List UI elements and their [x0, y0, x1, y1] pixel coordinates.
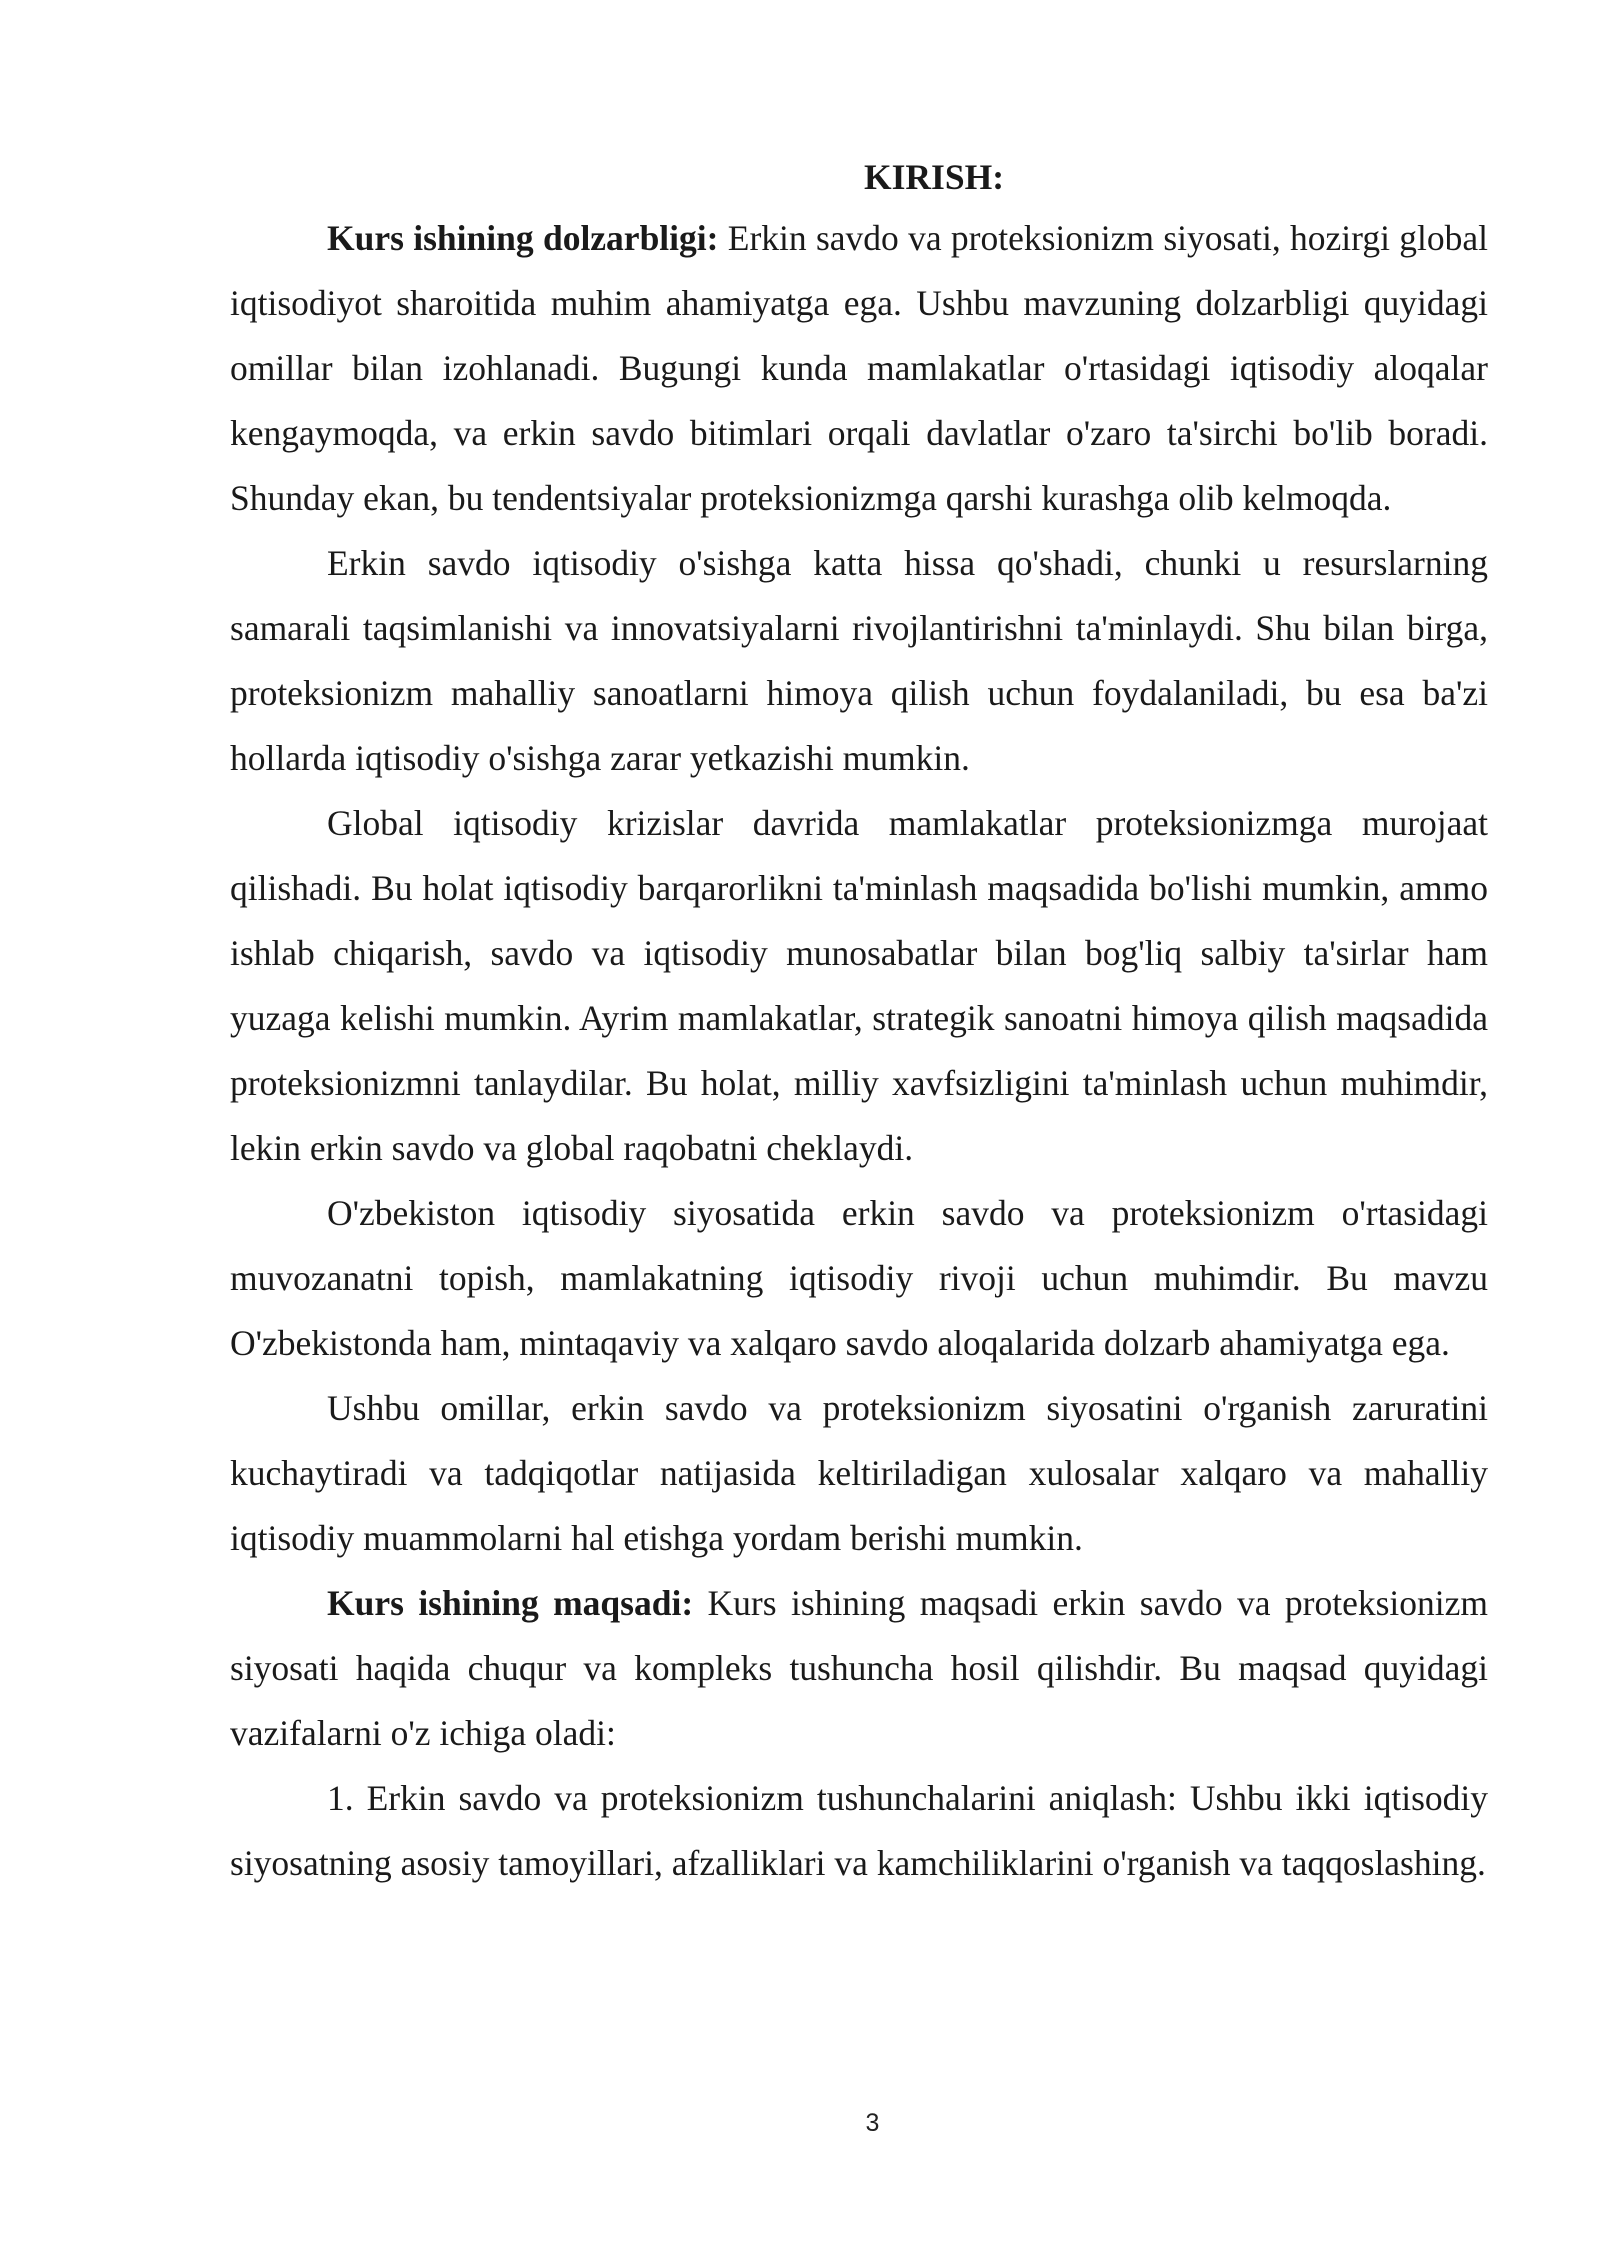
page-number: 3 [865, 2109, 880, 2137]
paragraph-text-free-trade: Erkin savdo iqtisodiy o'sishga katta hissa qo'shadi, chunki u resurslarning samarali taqsimlanishi va innovatsiyalarni rivojlantirishni ta'minlaydi. Shu bilan birga, proteksionizm mahalliy sanoatlarni himoya qilish uchun foydalaniladi, bu esa ba'zi hollarda iqtisodiy o'sishga zarar yetkazishi mumkin. [230, 543, 1488, 778]
paragraph-task-1 [230, 1766, 1488, 1896]
paragraph-lead-relevance: Kurs ishining dolzarbligi: [327, 218, 719, 258]
paragraph-text-global-crises: Global iqtisodiy krizislar davrida mamlakatlar proteksionizmga murojaat qilishadi. Bu holat iqtisodiy barqarorlikni ta'minlash maqsadida bo'lishi mumkin, ammo ishlab chiqarish, savdo va iqtisodiy munosabatlar bilan bog'liq salbiy ta'sirlar ham yuzaga kelishi mumkin. Ayrim mamlakatlar, strategik sanoatni himoya qilish maqsadida proteksionizmni tanlaydilar. Bu holat, milliy xavfsizligini ta'minlash uchun muhimdir, lekin erkin savdo va global raqobatni cheklaydi. [230, 803, 1488, 1168]
paragraph-text-goal: Kurs ishining maqsadi erkin savdo va proteksionizm siyosati haqida chuqur va kompleks tushuncha hosil qilishdir. Bu maqsad quyidagi vazifalarni o'z ichiga oladi: [230, 1583, 1488, 1753]
page-content [230, 148, 1488, 1896]
paragraph-text-task-1: 1. Erkin savdo va proteksionizm tushunchalarini aniqlash: Ushbu ikki iqtisodiy siyosatning asosiy tamoyillari, afzalliklari va kamchiliklarini o'rganish va taqqoslashing. [230, 1778, 1488, 1883]
paragraph-lead-goal: Kurs ishining maqsadi: [327, 1583, 694, 1623]
paragraph-factors [230, 1376, 1488, 1571]
paragraph-relevance [230, 206, 1488, 531]
paragraph-uzbekistan [230, 1181, 1488, 1376]
paragraph-text-uzbekistan: O'zbekiston iqtisodiy siyosatida erkin savdo va proteksionizm o'rtasidagi muvozanatni topish, mamlakatning iqtisodiy rivoji uchun muhimdir. Bu mavzu O'zbekistonda ham, mintaqaviy va xalqaro savdo aloqalarida dolzarb ahamiyatga ega. [230, 1193, 1488, 1363]
section-heading: KIRISH: [863, 157, 1005, 197]
paragraph-goal [230, 1571, 1488, 1766]
paragraph-text-factors: Ushbu omillar, erkin savdo va proteksionizm siyosatini o'rganish zaruratini kuchaytiradi va tadqiqotlar natijasida keltiriladigan xulosalar xalqaro va mahalliy iqtisodiy muammolarni hal etishga yordam berishi mumkin. [230, 1388, 1488, 1558]
paragraph-free-trade [230, 531, 1488, 791]
paragraph-global-crises [230, 791, 1488, 1181]
paragraph-text-relevance: Erkin savdo va proteksionizm siyosati, hozirgi global iqtisodiyot sharoitida muhim ahamiyatga ega. Ushbu mavzuning dolzarbligi quyidagi omillar bilan izohlanadi. Bugungi kunda mamlakatlar o'rtasidagi iqtisodiy aloqalar kengaymoqda, va erkin savdo bitimlari orqali davlatlar o'zaro ta'sirchi bo'lib boradi. Shunday ekan, bu tendentsiyalar proteksionizmga qarshi kurashga olib kelmoqda. [230, 218, 1488, 518]
